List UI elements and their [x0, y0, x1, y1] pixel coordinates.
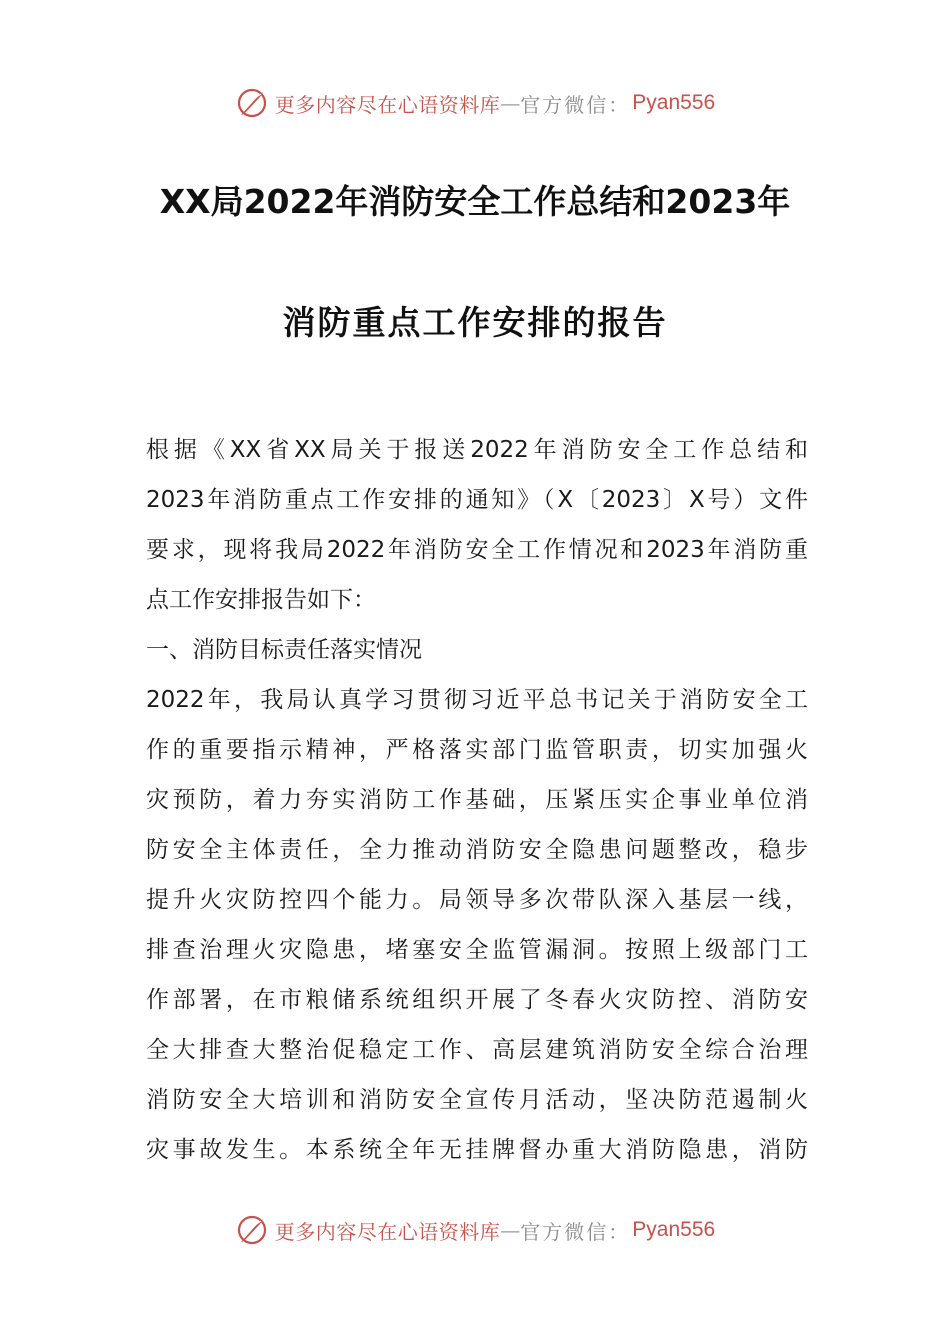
- quill-pen-circle-icon: [235, 1213, 269, 1247]
- header-banner: [0, 83, 950, 123]
- banner-wechat-id: Pyan556: [632, 1218, 716, 1241]
- body-line: 消防安全大培训和消防安全宣传月活动，坚决防范遏制火: [146, 1087, 808, 1113]
- body-line: 点工作安排报告如下：: [146, 587, 376, 613]
- banner-wechat-label: 官方微信：: [520, 92, 631, 117]
- banner-dash: —: [500, 1218, 521, 1242]
- banner-wechat-id: Pyan556: [632, 91, 716, 114]
- document-title-line-1: XX局2022年消防安全工作总结和2023年: [159, 182, 791, 221]
- body-line: 排查治理火灾隐患，堵塞安全监管漏洞。按照上级部门工: [146, 937, 808, 963]
- footer-banner: [0, 1210, 950, 1250]
- banner-dash: —: [500, 91, 521, 115]
- body-line: 作部署，在市粮储系统组织开展了冬春火灾防控、消防安: [146, 987, 808, 1013]
- body-line: 2023年消防重点工作安排的通知》（X〔2023〕X号）文件: [146, 487, 808, 513]
- document-title-line-2: 消防重点工作安排的报告: [282, 303, 668, 342]
- body-line: 作的重要指示精神，严格落实部门监管职责，切实加强火: [146, 737, 808, 763]
- body-line: 灾事故发生。本系统全年无挂牌督办重大消防隐患，消防: [146, 1137, 808, 1163]
- document-body: [146, 425, 808, 1175]
- body-line: 全大排查大整治促稳定工作、高层建筑消防安全综合治理: [146, 1037, 808, 1063]
- banner-text: 更多内容尽在心语资料库: [274, 1219, 501, 1244]
- body-line: 灾预防，着力夯实消防工作基础，压紧压实企事业单位消: [146, 787, 808, 813]
- body-line: 2022年，我局认真学习贯彻习近平总书记关于消防安全工: [146, 687, 808, 713]
- body-line: 提升火灾防控四个能力。局领导多次带队深入基层一线，: [146, 887, 808, 913]
- body-line: 防安全主体责任，全力推动消防安全隐患问题整改，稳步: [146, 837, 808, 863]
- banner-text: 更多内容尽在心语资料库: [274, 92, 501, 117]
- section-heading: 一、消防目标责任落实情况: [146, 637, 422, 663]
- banner-wechat-label: 官方微信：: [520, 1219, 631, 1244]
- body-line: 根据《XX省XX局关于报送2022年消防安全工作总结和: [146, 437, 808, 463]
- body-line: 要求，现将我局2022年消防安全工作情况和2023年消防重: [146, 537, 808, 563]
- quill-pen-circle-icon: [235, 86, 269, 120]
